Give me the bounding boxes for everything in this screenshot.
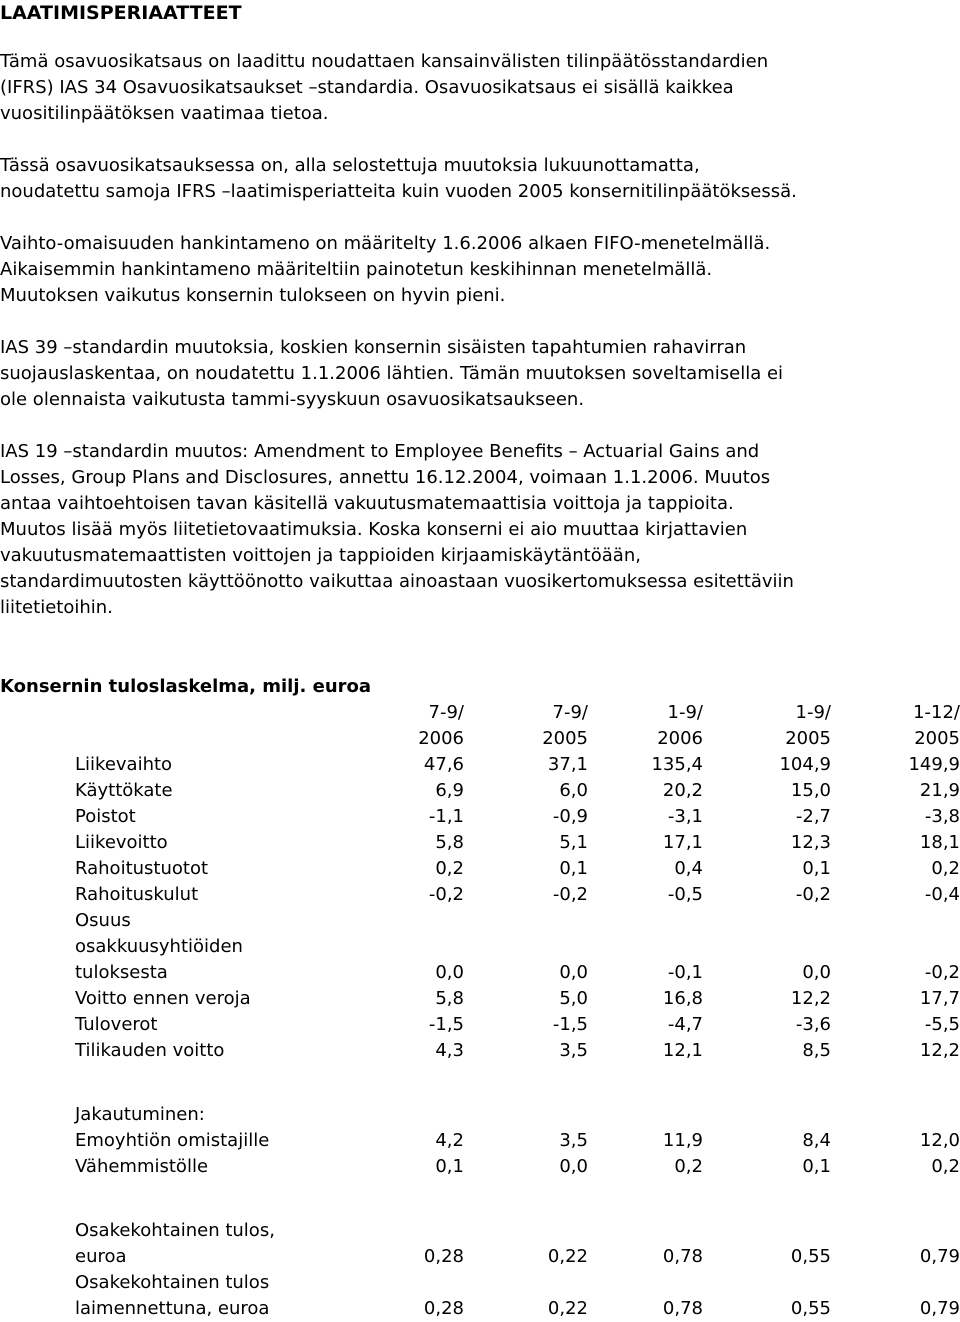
paragraph-inventory	[0, 231, 770, 309]
paragraph-line: vuositilinpäätöksen vaatimaa tietoa.	[0, 103, 329, 124]
header-empty-cell	[0, 700, 305, 726]
value-cell: 8,5	[802, 1040, 831, 1061]
row-label-line: euroa	[75, 1246, 127, 1267]
paragraph-line: Vaihto-omaisuuden hankintameno on määritelty 1.6.2006 alkaen FIFO-menetelmällä.	[0, 233, 771, 254]
paragraph-line: Tässä osavuosikatsauksessa on, alla selostettuja muutoksia lukuunottamatta,	[0, 155, 700, 176]
value-cell: -0,1	[667, 962, 703, 983]
value-cell: 0,2	[931, 1156, 960, 1177]
table-row	[0, 1128, 960, 1154]
column-header-period: 1-9/	[667, 702, 703, 723]
value-cell: 3,5	[559, 1040, 588, 1061]
value-cell: 37,1	[547, 754, 588, 775]
value-cell: 0,1	[802, 858, 831, 879]
column-header-year: 2006	[657, 728, 703, 749]
value-cell: -5,5	[924, 1014, 960, 1035]
table-row	[0, 830, 960, 856]
allocation-heading-row	[0, 1102, 960, 1128]
table-row	[0, 960, 960, 986]
column-header-period: 7-9/	[428, 702, 464, 723]
value-cell: 0,28	[423, 1246, 464, 1267]
value-cell: -3,1	[667, 806, 703, 827]
row-label-line: osakkuusyhtiöiden	[75, 936, 243, 957]
value-cell: 16,8	[662, 988, 703, 1009]
column-header-year: 2005	[785, 728, 831, 749]
value-cell: 0,28	[423, 1298, 464, 1319]
table-row	[0, 1244, 960, 1270]
value-cell: -3,6	[795, 1014, 831, 1035]
income-statement-title: Konsernin tuloslaskelma, milj. euroa	[0, 676, 372, 697]
value-cell: 11,9	[662, 1130, 703, 1151]
column-header-year: 2005	[542, 728, 588, 749]
header-empty-cell	[0, 726, 305, 752]
value-cell: 21,9	[919, 780, 960, 801]
paragraph-ias34	[0, 49, 768, 127]
value-cell: 135,4	[651, 754, 703, 775]
paragraph-line: standardimuutosten käyttöönotto vaikuttaa ainoastaan vuosikertomuksessa esitettäviin	[0, 571, 794, 592]
value-cell: 15,0	[790, 780, 831, 801]
column-header-period: 1-12/	[913, 702, 960, 723]
value-cell: 12,2	[919, 1040, 960, 1061]
value-cell: 17,1	[662, 832, 703, 853]
table-spacer	[0, 1180, 960, 1218]
value-cell: 0,1	[435, 1156, 464, 1177]
row-label-line: Osuus	[75, 910, 131, 931]
value-cell: 0,78	[662, 1298, 703, 1319]
paragraph-line: liitetietoihin.	[0, 597, 113, 618]
column-header-period: 7-9/	[552, 702, 588, 723]
header-row-years	[0, 726, 960, 752]
value-cell: -0,2	[795, 884, 831, 905]
value-cell: 5,8	[435, 988, 464, 1009]
value-cell: 0,0	[559, 1156, 588, 1177]
value-cell: -1,1	[428, 806, 464, 827]
value-cell: 0,78	[662, 1246, 703, 1267]
table-row	[0, 856, 960, 882]
paragraph-line: Muutos lisää myös liitetietovaatimuksia. Koska konserni ei aio muuttaa kirjattavien	[0, 519, 748, 540]
value-cell: 12,3	[790, 832, 831, 853]
value-cell: 12,1	[662, 1040, 703, 1061]
paragraph-line: Losses, Group Plans and Disclosures, annettu 16.12.2004, voimaan 1.1.2006. Muutos	[0, 467, 771, 488]
row-label: Poistot	[75, 806, 136, 827]
row-label: Emoyhtiön omistajille	[75, 1130, 270, 1151]
paragraph-line: ole olennaista vaikutusta tammi-syyskuun osavuosikatsaukseen.	[0, 389, 585, 410]
value-cell: 0,0	[802, 962, 831, 983]
table-row	[0, 778, 960, 804]
value-cell: 5,1	[559, 832, 588, 853]
table-row	[0, 804, 960, 830]
value-cell: 5,0	[559, 988, 588, 1009]
value-cell: 0,22	[547, 1246, 588, 1267]
column-header-year: 2006	[418, 728, 464, 749]
value-cell: -0,5	[667, 884, 703, 905]
table-row	[0, 986, 960, 1012]
row-label: Voitto ennen veroja	[75, 988, 251, 1009]
column-header-year: 2005	[914, 728, 960, 749]
value-cell: 0,55	[790, 1246, 831, 1267]
paragraph-line: suojauslaskentaa, on noudatettu 1.1.2006 lähtien. Tämän muutoksen soveltamisella ei	[0, 363, 784, 384]
value-cell: 18,1	[919, 832, 960, 853]
row-label: Rahoituskulut	[75, 884, 199, 905]
value-cell: 104,9	[779, 754, 831, 775]
value-cell: -3,8	[924, 806, 960, 827]
value-cell: 0,2	[931, 858, 960, 879]
value-cell: 0,1	[802, 1156, 831, 1177]
value-cell: -2,7	[795, 806, 831, 827]
document-title: LAATIMISPERIAATTEET	[0, 2, 242, 24]
paragraph-ifrs	[0, 153, 797, 205]
value-cell: -0,2	[924, 962, 960, 983]
paragraph-line: IAS 19 –standardin muutos: Amendment to Employee Benefits – Actuarial Gains and	[0, 441, 760, 462]
value-cell: -0,2	[552, 884, 588, 905]
income-statement-table	[0, 700, 960, 1322]
row-label-line: laimennettuna, euroa	[75, 1298, 270, 1319]
value-cell: 12,0	[919, 1130, 960, 1151]
value-cell: 0,1	[559, 858, 588, 879]
value-cell: 12,2	[790, 988, 831, 1009]
paragraph-ias39	[0, 335, 783, 413]
value-cell: -4,7	[667, 1014, 703, 1035]
row-label: Rahoitustuotot	[75, 858, 209, 879]
row-label: Liikevaihto	[75, 754, 173, 775]
column-header-period: 1-9/	[795, 702, 831, 723]
value-cell: 3,5	[559, 1130, 588, 1151]
value-cell: 4,3	[435, 1040, 464, 1061]
row-label-line: tuloksesta	[75, 962, 168, 983]
value-cell: 0,2	[435, 858, 464, 879]
value-cell: 0,79	[919, 1246, 960, 1267]
value-cell: 8,4	[802, 1130, 831, 1151]
table-row	[0, 1154, 960, 1180]
row-label: Tilikauden voitto	[75, 1040, 225, 1061]
table-row-label-continuation	[0, 908, 960, 934]
value-cell: 0,2	[674, 1156, 703, 1177]
paragraph-line: Tämä osavuosikatsaus on laadittu noudattaen kansainvälisten tilinpäätösstandardien	[0, 51, 769, 72]
value-cell: 6,9	[435, 780, 464, 801]
table-spacer	[0, 1064, 960, 1102]
row-label: Liikevoitto	[75, 832, 168, 853]
value-cell: 6,0	[559, 780, 588, 801]
paragraph-line: vakuutusmatemaattisten voittojen ja tappioiden kirjaamiskäytäntöään,	[0, 545, 641, 566]
paragraph-line: Aikaisemmin hankintameno määriteltiin painotetun keskihinnan menetelmällä.	[0, 259, 713, 280]
table-row-label-continuation	[0, 1270, 960, 1296]
table-row	[0, 752, 960, 778]
paragraph-line: noudatettu samoja IFRS –laatimisperiatteita kuin vuoden 2005 konsernitilinpäätöksessä.	[0, 181, 797, 202]
header-row-periods	[0, 700, 960, 726]
paragraph-line: Muutoksen vaikutus konsernin tulokseen on hyvin pieni.	[0, 285, 506, 306]
paragraph-line: antaa vaihtoehtoisen tavan käsitellä vakuutusmatemaattisia voittoja ja tappioita.	[0, 493, 734, 514]
row-label-line: Osakekohtainen tulos,	[75, 1220, 275, 1241]
row-label-line: Osakekohtainen tulos	[75, 1272, 270, 1293]
row-label: Vähemmistölle	[75, 1156, 209, 1177]
value-cell: 20,2	[662, 780, 703, 801]
table-row	[0, 882, 960, 908]
table-row	[0, 1012, 960, 1038]
value-cell: 0,0	[559, 962, 588, 983]
value-cell: 4,2	[435, 1130, 464, 1151]
table-row-label-continuation	[0, 934, 960, 960]
paragraph-line: (IFRS) IAS 34 Osavuosikatsaukset –standardia. Osavuosikatsaus ei sisällä kaikkea	[0, 77, 734, 98]
value-cell: 0,79	[919, 1298, 960, 1319]
value-cell: -0,2	[428, 884, 464, 905]
value-cell: 17,7	[919, 988, 960, 1009]
value-cell: -1,5	[552, 1014, 588, 1035]
allocation-heading: Jakautuminen:	[75, 1104, 205, 1125]
paragraph-ias19	[0, 439, 794, 621]
value-cell: 47,6	[423, 754, 464, 775]
table-row-label-continuation	[0, 1218, 960, 1244]
value-cell: 0,4	[674, 858, 703, 879]
table-row	[0, 1296, 960, 1322]
paragraph-line: IAS 39 –standardin muutoksia, koskien konsernin sisäisten tapahtumien rahavirran	[0, 337, 747, 358]
value-cell: 0,0	[435, 962, 464, 983]
value-cell: 149,9	[908, 754, 960, 775]
table-row	[0, 1038, 960, 1064]
value-cell: 0,55	[790, 1298, 831, 1319]
row-label: Käyttökate	[75, 780, 173, 801]
value-cell: -1,5	[428, 1014, 464, 1035]
value-cell: -0,9	[552, 806, 588, 827]
value-cell: -0,4	[924, 884, 960, 905]
value-cell: 5,8	[435, 832, 464, 853]
value-cell: 0,22	[547, 1298, 588, 1319]
row-label: Tuloverot	[75, 1014, 158, 1035]
